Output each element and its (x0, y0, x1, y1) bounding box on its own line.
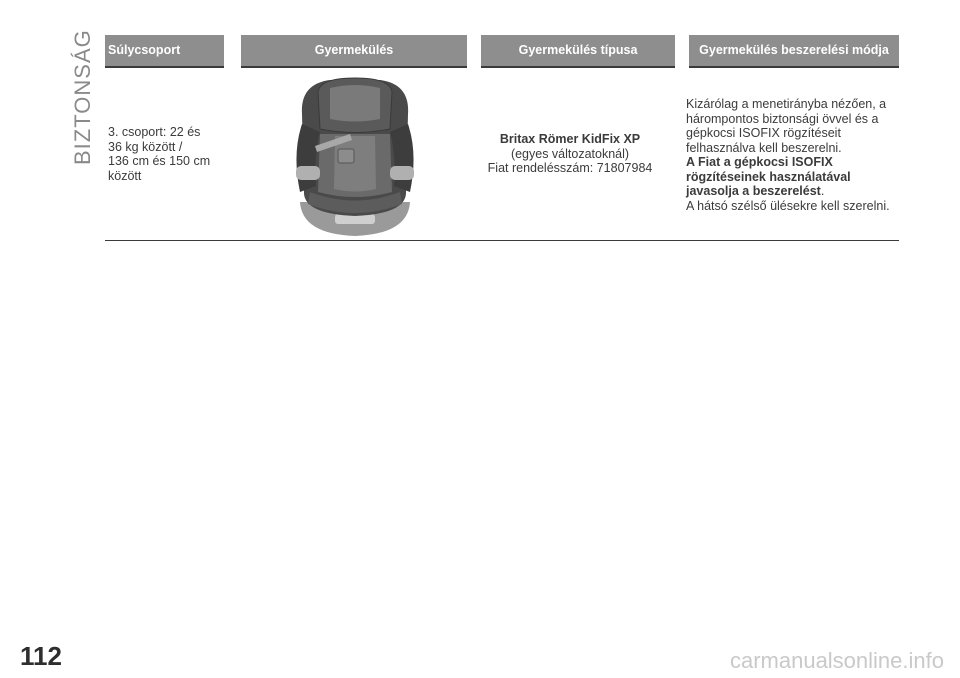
installation-line: felhasználva kell beszerelni. (686, 140, 842, 155)
recommendation-period: . (820, 184, 825, 198)
installation-line: gépkocsi ISOFIX rögzítéseit (686, 126, 841, 140)
seat-model-name: Britax Römer KidFix XP (499, 132, 641, 146)
installation-line: hárompontos biztonsági övvel és a (686, 111, 879, 126)
header-weight-group: Súlycsoport (105, 35, 224, 68)
seat-note: (egyes változatoknál) (510, 146, 630, 161)
weight-line: 3. csoport: 22 és (108, 125, 201, 139)
recommendation-text: javasolja a beszerelést (686, 184, 821, 198)
watermark: carmanualsonline.info (729, 648, 944, 673)
section-title (46, 29, 95, 165)
table-header (105, 35, 899, 68)
child-seat-illustration (280, 74, 430, 236)
weight-line: 36 kg között / (108, 139, 183, 154)
weight-line: 136 cm és 150 cm (108, 154, 211, 168)
installation-line: A hátsó szélső ülésekre kell szerelni. (686, 198, 890, 213)
weight-group-cell (108, 125, 233, 183)
recommendation-line: A Fiat a gépkocsi ISOFIX (686, 155, 833, 169)
recommendation-line (686, 184, 901, 199)
order-number: Fiat rendelésszám: 71807984 (487, 161, 653, 175)
installation-line: Kizárólag a menetirányba nézően, a (686, 97, 887, 111)
header-seat-type: Gyermekülés típusa (481, 35, 675, 68)
table-row (105, 70, 899, 241)
section-title-text: BIZTONSÁG (70, 29, 95, 165)
page-number: 112 (20, 641, 62, 671)
header-installation: Gyermekülés beszerelési módja (689, 35, 899, 68)
installation-cell (686, 97, 901, 213)
weight-line: között (108, 168, 142, 183)
recommendation-line: rögzítéseinek használatával (686, 169, 851, 184)
header-child-seat: Gyermekülés (241, 35, 467, 68)
child-seat-image (280, 74, 430, 236)
seat-type-cell (475, 132, 665, 176)
